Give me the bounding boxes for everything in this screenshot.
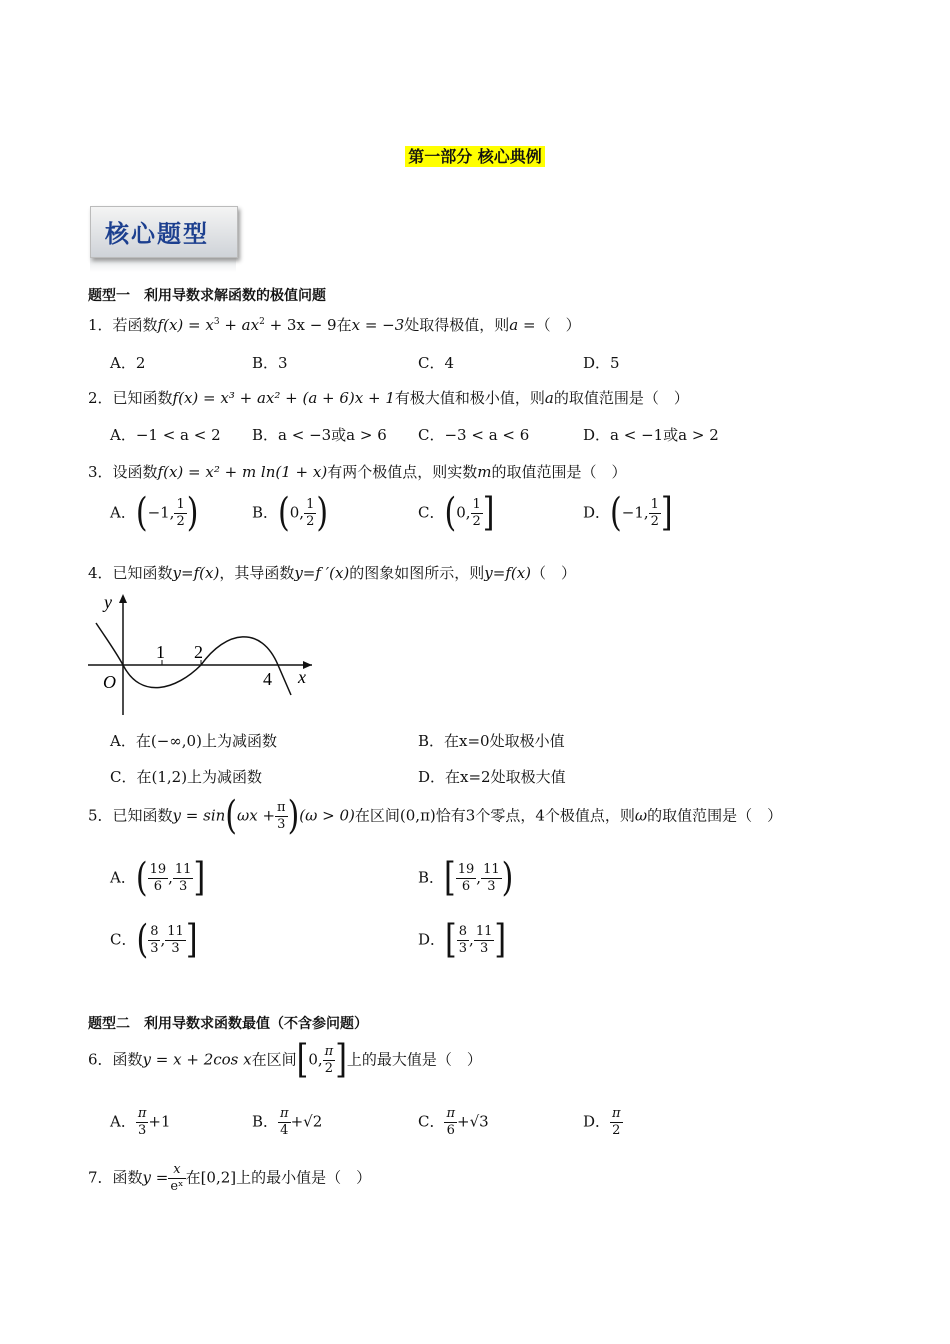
question-5: 5．已知函数y = sin(ωx + $\frac{\pi}{3}$ )(ω > 0)在区间(0,π)恰有3个零点，4个极值点，则ω的取值范围是（ ） xyxy=(88,793,783,839)
q4-option-c[interactable]: C．在(1,2)上为减函数 xyxy=(110,768,263,786)
q5-option-a[interactable]: A．( $\frac{19}{6}$ , $\frac{11}{3}$ ] xyxy=(110,855,206,901)
q2-option-c[interactable]: C．−3 < a < 6 xyxy=(418,426,530,444)
graph-tick-2: 2 xyxy=(194,642,203,662)
q5-option-b[interactable]: B．[ $\frac{19}{6}$ , $\frac{11}{3}$ ) xyxy=(418,855,514,901)
q4-option-a[interactable]: A．在(−∞,0)上为减函数 xyxy=(110,732,277,750)
q6-option-a[interactable]: A． $\frac{\pi}{3}$ +1 xyxy=(110,1106,171,1138)
y-axis-arrow xyxy=(119,594,127,603)
question-6: 6．函数y = x + 2cos x在区间[0, $\frac{\pi}{2}$ ]上的最大值是（ ） xyxy=(88,1037,482,1083)
graph-tick-4: 4 xyxy=(263,669,272,689)
question-7: 7．函数y = $\frac{x}{\text{eˣ}}$ 在[0,2]上的最小值是（ ） xyxy=(88,1162,372,1194)
graph-y-label: y xyxy=(104,592,112,612)
q1-option-d[interactable]: D．5 xyxy=(583,354,620,372)
q4-option-d[interactable]: D．在x=2处取极大值 xyxy=(418,768,566,786)
derivative-graph xyxy=(86,590,316,720)
q1-option-b[interactable]: B．3 xyxy=(252,354,288,372)
q1-option-c[interactable]: C．4 xyxy=(418,354,455,372)
section-heading-1: 题型一 利用导数求解函数的极值问题 xyxy=(88,288,326,304)
question-1: 1．若函数$f(x) = x^3 + ax^2 + 3x - 9$在x = −3处取得极值，则a =（ ） xyxy=(88,316,581,334)
question-2: 2．已知函数f(x) = x³ + ax² + (a + 6)x + 1有极大值和极小值，则a的取值范围是（ ） xyxy=(88,389,689,407)
section-heading-2: 题型二 利用导数求函数最值（不含参问题） xyxy=(88,1016,368,1032)
banner-reflection xyxy=(90,258,236,272)
q5-option-d[interactable]: D．[ $\frac{8}{3}$ , $\frac{11}{3}$ ] xyxy=(418,917,507,963)
q2-option-a[interactable]: A．−1 < a < 2 xyxy=(110,426,221,444)
q5-option-c[interactable]: C．( $\frac{8}{3}$ , $\frac{11}{3}$ ] xyxy=(110,917,198,963)
graph-tick-1: 1 xyxy=(156,642,165,662)
q3-option-c[interactable]: C．(0, $\frac{1}{2}$ ] xyxy=(418,490,495,536)
banner-label: 核心题型 xyxy=(105,220,209,248)
q3-option-a[interactable]: A．(−1, $\frac{1}{2}$ ) xyxy=(110,490,199,536)
page-title: 第一部分 核心典例 xyxy=(0,144,950,167)
q6-option-c[interactable]: C． $\frac{\pi}{6}$ +√3 xyxy=(418,1106,489,1138)
q6-option-d[interactable]: D． $\frac{\pi}{2}$ xyxy=(583,1106,621,1138)
graph-x-label: x xyxy=(298,667,306,687)
question-4: 4．已知函数y=f(x)，其导函数y=f ′(x)的图象如图所示，则y=f(x)（ ） xyxy=(88,564,577,582)
question-3: 3．设函数f(x) = x² + m ln(1 + x)有两个极值点，则实数m的取值范围是（ ） xyxy=(88,463,627,481)
graph-origin: O xyxy=(103,672,116,692)
q2-option-b[interactable]: B．a < −3或a > 6 xyxy=(252,426,387,444)
q3-option-b[interactable]: B．(0, $\frac{1}{2}$ ) xyxy=(252,490,329,536)
q3-option-d[interactable]: D．(−1, $\frac{1}{2}$ ] xyxy=(583,490,673,536)
q6-option-b[interactable]: B． $\frac{\pi}{4}$ +√2 xyxy=(252,1106,323,1138)
q2-option-d[interactable]: D．a < −1或a > 2 xyxy=(583,426,719,444)
q1-option-a[interactable]: A．2 xyxy=(110,354,146,372)
q4-option-b[interactable]: B．在x=0处取极小值 xyxy=(418,732,565,750)
